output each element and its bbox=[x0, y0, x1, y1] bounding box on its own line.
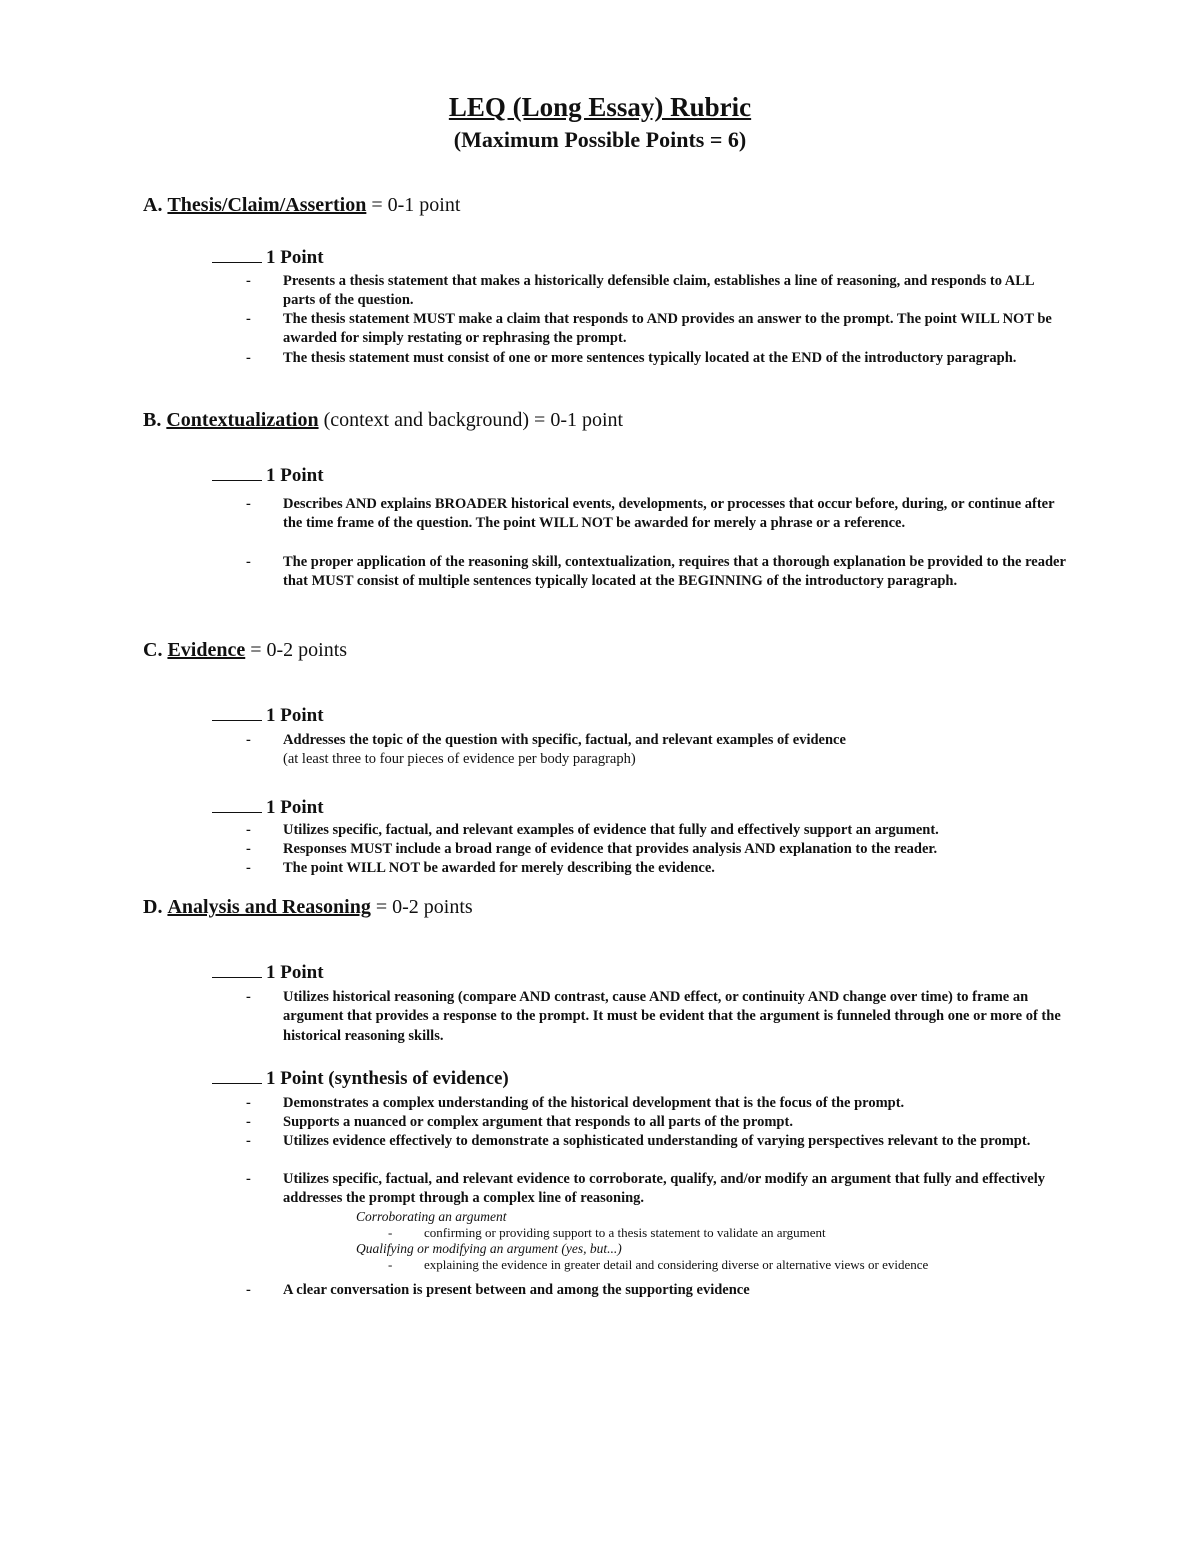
point-line bbox=[212, 962, 324, 984]
bullet: - The thesis statement must consist of one or more sentences typically located at the END of the introductory paragraph. bbox=[246, 349, 1066, 368]
bullet: - The proper application of the reasoning skill, contextualization, requires that a thorough explanation be provided to the reader that MUST consist of multiple sentences typically located at the BEGINNING of the introductory paragraph. bbox=[246, 553, 1066, 592]
bullet-text: The point WILL NOT be awarded for merely describing the evidence. bbox=[283, 860, 715, 876]
score-blank bbox=[212, 466, 262, 481]
section-name: Analysis and Reasoning bbox=[167, 896, 371, 918]
section-name: Evidence bbox=[167, 639, 246, 661]
section-points: = 0-2 points bbox=[370, 896, 473, 918]
section-letter: B. bbox=[143, 409, 162, 431]
bullet-text: The proper application of the reasoning skill, contextualization, requires that a thorough explanation be provided to the reader that MUST consist of multiple sentences typically located at the BEGINNING of the introductory paragraph. bbox=[283, 554, 1066, 590]
bullet: - The thesis statement MUST make a claim that responds to AND provides an answer to the prompt. The point WILL NOT be awarded for simply restating or rephrasing the prompt. bbox=[246, 310, 1066, 349]
bullet: - The point WILL NOT be awarded for merely describing the evidence. bbox=[246, 859, 1066, 878]
point-label: 1 Point bbox=[266, 247, 324, 268]
score-blank bbox=[212, 798, 262, 813]
bullet-continuation: (at least three to four pieces of evidence per body paragraph) bbox=[283, 751, 636, 768]
bullet-text: A clear conversation is present between and among the supporting evidence bbox=[283, 1282, 750, 1298]
point-label: 1 Point bbox=[266, 465, 324, 486]
bullet-text: Presents a thesis statement that makes a historically defensible claim, establishes a line of reasoning, and responds to ALL parts of the question. bbox=[283, 273, 1034, 309]
point-label: 1 Point bbox=[266, 962, 324, 983]
section-name: Thesis/Claim/Assertion bbox=[167, 194, 367, 216]
bullet-text: Describes AND explains BROADER historical events, developments, or processes that occur before, during, or continue after the time frame of the question. The point WILL NOT be awarded for merely a phrase or a reference. bbox=[283, 496, 1055, 532]
bullet: - Utilizes historical reasoning (compare AND contrast, cause AND effect, or continuity AND change over time) to frame an argument that provides a response to the prompt. It must be evident that the argument is funneled through one or more of the historical reasoning skills. bbox=[246, 988, 1066, 1046]
bullet: - Utilizes specific, factual, and relevant evidence to corroborate, qualify, and/or modify an argument that fully and effectively addresses the prompt through a complex line of reasoning. bbox=[246, 1170, 1066, 1209]
bullet: - A clear conversation is present between and among the supporting evidence bbox=[246, 1281, 1066, 1300]
bullet: - Responses MUST include a broad range of evidence that provides analysis AND explanation to the reader. bbox=[246, 840, 1066, 859]
bullet: - Describes AND explains BROADER historical events, developments, or processes that occur before, during, or continue after the time frame of the question. The point WILL NOT be awarded for merely a phrase or a reference. bbox=[246, 495, 1066, 534]
point-line bbox=[212, 247, 324, 269]
bullet-text: The thesis statement must consist of one or more sentences typically located at the END of the introductory paragraph. bbox=[283, 350, 1017, 366]
score-blank bbox=[212, 1069, 262, 1084]
bullet: - Presents a thesis statement that makes a historically defensible claim, establishes a line of reasoning, and responds to ALL parts of the question. bbox=[246, 272, 1066, 311]
section-d-heading bbox=[143, 896, 473, 919]
point-line bbox=[212, 797, 324, 819]
bullet-text: Responses MUST include a broad range of evidence that provides analysis AND explanation to the reader. bbox=[283, 841, 938, 857]
bullet-text: Utilizes specific, factual, and relevant examples of evidence that fully and effectively support an argument. bbox=[283, 822, 939, 838]
bullet-text: Utilizes specific, factual, and relevant evidence to corroborate, qualify, and/or modify an argument that fully and effectively addresses the prompt through a complex line of reasoning. bbox=[283, 1171, 1045, 1207]
bullet: - Addresses the topic of the question with specific, factual, and relevant examples of evidence (at least three to four pieces of evidence per body paragraph) bbox=[246, 731, 1066, 770]
point-line bbox=[212, 1068, 509, 1090]
point-note: (synthesis of evidence) bbox=[323, 1068, 509, 1089]
bullet-text: Demonstrates a complex understanding of the historical development that is the focus of the prompt. bbox=[283, 1095, 905, 1111]
point-line bbox=[212, 465, 324, 487]
sub-item-text: explaining the evidence in greater detail and considering diverse or alternative views or evidence bbox=[424, 1257, 929, 1272]
section-c-heading bbox=[143, 639, 347, 662]
sub-item: - confirming or providing support to a thesis statement to validate an argument bbox=[388, 1225, 826, 1240]
point-label: 1 Point bbox=[266, 705, 324, 726]
point-label: 1 Point bbox=[266, 797, 324, 818]
section-letter: A. bbox=[143, 194, 163, 216]
bullet: - Utilizes evidence effectively to demonstrate a sophisticated understanding of varying perspectives relevant to the prompt. bbox=[246, 1132, 1066, 1151]
bullet-text: Supports a nuanced or complex argument that responds to all parts of the prompt. bbox=[283, 1114, 793, 1130]
sub-item: - explaining the evidence in greater detail and considering diverse or alternative views or evidence bbox=[388, 1257, 929, 1272]
bullet: - Utilizes specific, factual, and relevant examples of evidence that fully and effectively support an argument. bbox=[246, 821, 1066, 840]
section-points: = 0-2 points bbox=[245, 639, 348, 661]
section-name: Contextualization bbox=[166, 409, 319, 431]
page-title: LEQ (Long Essay) Rubric bbox=[448, 92, 752, 122]
page-subtitle: (Maximum Possible Points = 6) bbox=[453, 127, 747, 152]
bullet-text: Addresses the topic of the question with specific, factual, and relevant examples of evidence bbox=[283, 732, 846, 748]
sub-heading: Corroborating an argument bbox=[356, 1209, 507, 1224]
bullet: - Supports a nuanced or complex argument that responds to all parts of the prompt. bbox=[246, 1113, 1066, 1132]
point-label: 1 Point bbox=[266, 1068, 324, 1089]
sub-heading: Qualifying or modifying an argument (yes, but...) bbox=[356, 1241, 622, 1256]
section-a-heading bbox=[143, 194, 460, 217]
score-blank bbox=[212, 706, 262, 721]
section-letter: C. bbox=[143, 639, 163, 661]
section-letter: D. bbox=[143, 896, 163, 918]
section-b-heading bbox=[143, 409, 623, 432]
bullet-text: Utilizes historical reasoning (compare AND contrast, cause AND effect, or continuity AND change over time) to frame an argument that provides a response to the prompt. It must be evident that the argument is funneled through one or more of the historical reasoning skills. bbox=[283, 989, 1061, 1044]
bullet: - Demonstrates a complex understanding of the historical development that is the focus of the prompt. bbox=[246, 1094, 1066, 1113]
section-points: = 0-1 point bbox=[366, 194, 461, 216]
bullet-text: The thesis statement MUST make a claim that responds to AND provides an answer to the prompt. The point WILL NOT be awarded for simply restating or rephrasing the prompt. bbox=[283, 311, 1052, 347]
point-line bbox=[212, 705, 324, 727]
section-extra: (context and background) bbox=[318, 409, 530, 431]
section-points: = 0-1 point bbox=[529, 409, 624, 431]
score-blank bbox=[212, 963, 262, 978]
sub-item-text: confirming or providing support to a thesis statement to validate an argument bbox=[424, 1225, 826, 1240]
bullet-text: Utilizes evidence effectively to demonstrate a sophisticated understanding of varying perspectives relevant to the prompt. bbox=[283, 1133, 1031, 1149]
score-blank bbox=[212, 248, 262, 263]
